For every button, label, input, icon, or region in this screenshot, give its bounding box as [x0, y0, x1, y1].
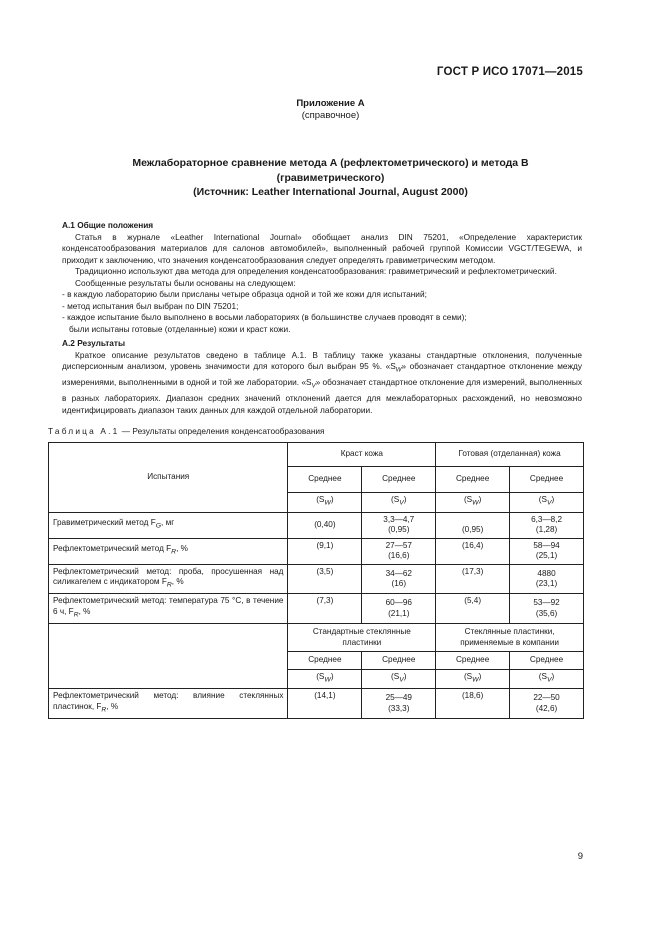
table-row [49, 538, 584, 564]
table-cell: 27—57 (16,6) [362, 538, 436, 564]
column-header-sv: $(S_V)$ [510, 670, 584, 689]
column-header-sv: $(S_V)$ [362, 492, 436, 512]
column-header-tests: Испытания [49, 442, 288, 512]
table-row [49, 689, 584, 719]
table-cell: (17,3) [436, 564, 510, 594]
title-line-1: Межлабораторное сравнение метода А (рефлектометрического) и метода В [132, 157, 529, 169]
group-header-company-glass: Стеклянные пластинки, применяемые в компании [436, 624, 584, 652]
table-cell: (0,95) [436, 512, 510, 538]
empty-cell [49, 624, 288, 689]
column-header-mean: Среднее [510, 466, 584, 492]
column-header-sw: $(S_W)$ [436, 670, 510, 689]
table-cell: 4880 (23,1) [510, 564, 584, 594]
row-label: Рефлектометрический метод: влияние стеклянных пластинок, $F_R$, % [49, 689, 288, 719]
column-header-sw: $(S_W)$ [288, 492, 362, 512]
row-label: Рефлектометрический метод $F_R$, % [49, 538, 288, 564]
document-title [90, 156, 571, 200]
column-header-mean: Среднее [288, 652, 362, 670]
table-cell: 53—92 (35,6) [510, 594, 584, 624]
column-header-mean: Среднее [362, 652, 436, 670]
list-item: - в каждую лабораторию были присланы четыре образца одной и той же кожи для испытаний; [62, 289, 427, 299]
section-2-paragraph: Краткое описание результатов сведено в таблице А.1. В таблицу также указаны стандартные отклонения, полученные дисперсионным анализом, уровень значимости для которого был выбран 95 %. «$S_W$» обозначает стандартное отклонение между измерениями, выполненными в одной и той же лаборатории. «$S_V$» обозначает стандартное отклонение для измерений, выполненных в разных лабораториях. Диапазон средних значений отклонений дается для межлабораторных расхождений, но невозможно идентифицировать диапазон таких данных для каждой отдельной лаборатории. [62, 349, 583, 415]
table-cell: (0,40) [288, 512, 362, 538]
table-cell: 34—62 (16) [362, 564, 436, 594]
page-number: 9 [577, 851, 583, 862]
row-label: Гравиметрический метод $F_G$, мг [49, 512, 288, 538]
group-header-standard-glass: Стандартные стеклянные пластинки [288, 624, 436, 652]
table-row [49, 512, 584, 538]
annex-subtitle: (справочное) [301, 110, 360, 121]
column-header-sv: $(S_V)$ [362, 670, 436, 689]
table-cell: (3,5) [288, 564, 362, 594]
standard-designation: ГОСТ Р ИСО 17071—2015 [436, 66, 583, 78]
column-header-mean: Среднее [510, 652, 584, 670]
document-body [48, 218, 583, 719]
column-header-mean: Среднее [436, 652, 510, 670]
table-cell: (14,1) [288, 689, 362, 719]
table-cell: 22—50 (42,6) [510, 689, 584, 719]
results-table [48, 442, 584, 719]
table-cell: (9,1) [288, 538, 362, 564]
section-1-paragraph-3: Сообщенные результаты были основаны на следующем: [75, 277, 296, 288]
group-header-crust: Краст кожа [288, 442, 436, 466]
column-header-sv: $(S_V)$ [510, 492, 584, 512]
title-line-3: (Источник: Leather International Journal, August 2000) [193, 186, 468, 198]
table-cell: 60—96 (21,1) [362, 594, 436, 624]
column-header-sw: $(S_W)$ [436, 492, 510, 512]
section-1-paragraph-1: Статья в журнале «Leather International Journal» обобщает анализ DIN 75201, «Определение характеристик конденсатообразования материалов для салонов автомобилей», выполненный рабочей группой Комиссии VGCT/TEGEWA, и приходит к заключению, что значения конденсатообразования следует определять гравиметрическим методом. [62, 231, 582, 265]
row-label: Рефлектометрический метод: температура 75 °С, в течение 6 ч, $F_R$, % [49, 594, 288, 624]
section-2-heading: А.2 Результаты [62, 338, 126, 348]
table-cell: 58—94 (25,1) [510, 538, 584, 564]
list-item: - метод испытания был выбран по DIN 75201; [62, 300, 239, 311]
table-cell: (7,3) [288, 594, 362, 624]
table-row [49, 564, 584, 594]
section-1-paragraph-2: Традиционно используют два метода для определения конденсатообразования: гравиметрический и рефлектометрический. [75, 266, 557, 276]
group-header-finished: Готовая (отделанная) кожа [436, 442, 584, 466]
table-row [49, 594, 584, 624]
table-cell: 25—49 (33,3) [362, 689, 436, 719]
column-header-mean: Среднее [362, 466, 436, 492]
annex-title: Приложение А [296, 98, 365, 109]
column-header-mean: Среднее [288, 466, 362, 492]
table-cell: (16,4) [436, 538, 510, 564]
section-1-heading: А.1 Общие положения [62, 220, 154, 230]
table-cell: 3,3—4,7 (0,95) [362, 512, 436, 538]
table-cell: (18,6) [436, 689, 510, 719]
table-caption: Таблица А.1 — Результаты определения конденсатообразования [48, 426, 325, 437]
title-line-2: (гравиметрического) [276, 171, 385, 184]
column-header-mean: Среднее [436, 466, 510, 492]
row-label: Рефлектометрический метод: проба, просушенная над силикагелем с индикатором $F_R$, % [49, 564, 288, 594]
table-cell: (5,4) [436, 594, 510, 624]
list-item: - каждое испытание было выполнено в восьми лабораториях (в большинстве случаев проводят в семи); [62, 312, 467, 322]
table-cell: 6,3—8,2 (1,28) [510, 512, 584, 538]
list-item: были испытаны готовые (отделанные) кожи и краст кожи. [69, 323, 291, 334]
column-header-sw: $(S_W)$ [288, 670, 362, 689]
